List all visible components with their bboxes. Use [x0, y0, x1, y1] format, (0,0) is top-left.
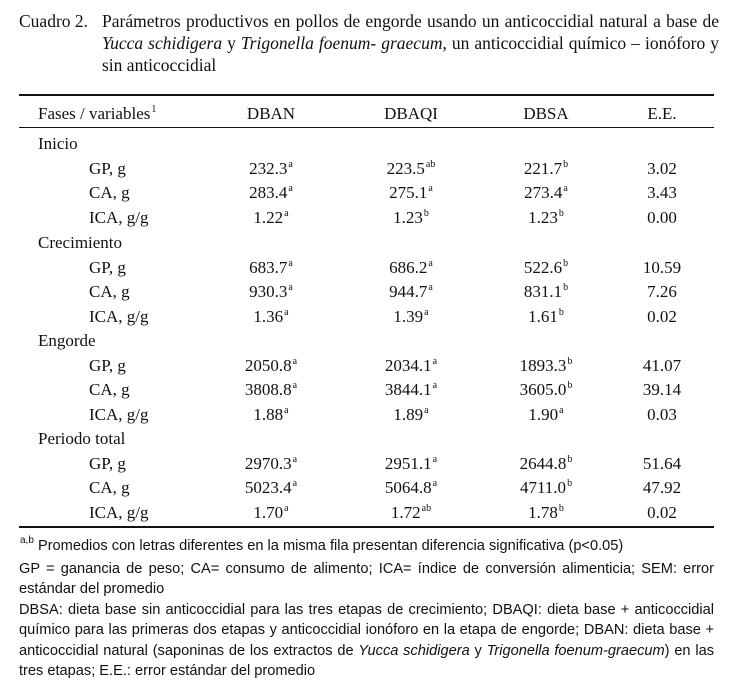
cell-value: 51.64	[642, 454, 682, 473]
cell-ee	[643, 380, 681, 400]
footnote-abbreviations: GP = ganancia de peso; CA= consumo de alimento; ICA= índice de conversión alimenticia; SEM: error estándar del promedio	[19, 560, 714, 597]
header-dbaqi: DBAQI	[384, 104, 438, 123]
cell-value: 3844.1	[384, 380, 432, 399]
cell-dbaqi	[385, 454, 437, 477]
cell-dban	[249, 282, 293, 305]
significance-letter: a	[284, 503, 289, 514]
row-label: CA, g	[89, 380, 130, 399]
table-footnotes	[19, 536, 714, 682]
cell-dbsa	[524, 282, 568, 305]
significance-letter: b	[563, 258, 569, 269]
cell-dbaqi	[385, 478, 437, 501]
significance-letter: a	[563, 183, 568, 194]
cell-dbsa	[528, 307, 564, 330]
significance-letter: a	[432, 478, 438, 489]
cell-value: 522.6	[523, 258, 563, 277]
header-dbsa: DBSA	[523, 104, 569, 123]
cell-ee	[647, 208, 677, 228]
significance-letter: a	[432, 356, 438, 367]
significance-letter: a	[288, 282, 293, 293]
cell-ee	[647, 282, 677, 302]
significance-letter: a	[284, 307, 289, 318]
cell-value: 683.7	[249, 258, 288, 277]
cell-value: 223.5	[386, 159, 425, 178]
cell-dbsa	[524, 183, 568, 206]
significance-letter: a	[288, 258, 293, 269]
significance-letter: b	[558, 208, 564, 219]
cell-value: 1.72	[390, 503, 421, 522]
footnote-significance-text: Promedios con letras diferentes en la misma fila presentan diferencia significativa (p<0.05)	[33, 538, 624, 554]
row-label: CA, g	[89, 478, 130, 497]
cell-dban	[253, 208, 288, 231]
cell-ee	[643, 478, 681, 498]
cell-dbsa	[524, 258, 568, 281]
row-label: CA, g	[89, 282, 130, 301]
cell-value: 1.22	[253, 208, 284, 227]
cell-ee	[643, 356, 681, 376]
cell-dbaqi	[393, 405, 428, 428]
significance-letter: a	[424, 405, 429, 416]
cell-dbaqi	[387, 159, 436, 182]
significance-letter: a	[284, 405, 289, 416]
cell-value: 3.02	[647, 159, 677, 178]
significance-letter: a	[288, 159, 293, 170]
footnote-part: ) en las tres etapas; E.E.: error estándar del promedio	[19, 642, 714, 679]
cell-value: 0.02	[647, 503, 677, 522]
cell-dbaqi	[385, 380, 437, 403]
header-variables-label: Fases / variables	[38, 104, 151, 123]
table-header-rule	[19, 127, 714, 128]
cell-value: 41.07	[642, 356, 682, 375]
cell-dbaqi	[385, 356, 437, 379]
caption-species: Trigonella foenum- graecum	[240, 33, 443, 53]
cell-value: 1.88	[253, 405, 284, 424]
caption-part: , un anticoccidial químico – ionóforo y sin anticoccidial	[102, 33, 719, 75]
cell-value: 686.2	[389, 258, 428, 277]
cell-value: 5064.8	[384, 478, 432, 497]
cell-value: 3.43	[647, 183, 677, 202]
table-bottom-rule	[19, 526, 714, 528]
cell-value: 283.4	[249, 183, 288, 202]
cell-value: 1.23	[393, 208, 423, 227]
caption-part: y	[222, 33, 241, 53]
table-caption	[19, 10, 719, 76]
cell-dban	[253, 503, 288, 526]
group-label: Inicio	[38, 134, 78, 153]
significance-letter: ab	[425, 159, 436, 170]
row-label: GP, g	[89, 356, 126, 375]
cell-ee	[647, 307, 677, 327]
cell-value: 1.23	[528, 208, 558, 227]
cell-dban	[249, 258, 293, 281]
header-dban: DBAN	[246, 104, 296, 123]
significance-letter: a	[428, 183, 433, 194]
row-label: GP, g	[89, 258, 126, 277]
significance-letter: b	[423, 208, 429, 219]
footnote-species: Yucca schidigera	[358, 642, 470, 659]
cell-value: 930.3	[249, 282, 288, 301]
header-footnote-mark: 1	[151, 104, 157, 115]
significance-letter: a	[559, 405, 564, 416]
cell-value: 4711.0	[519, 478, 567, 497]
cell-value: 2034.1	[384, 356, 432, 375]
row-label: GP, g	[89, 454, 126, 473]
significance-letter: a	[288, 183, 293, 194]
footnote-part: DBSA: dieta base sin anticoccidial para las tres etapas de crecimiento; DBAQI: dieta base + anticoccidial químico para las primeras dos etapas y anticoccidial ionóforo en la etapa de engorde; DBAN: dieta base + anticoccidial natural (saponinas de los extractos de	[19, 601, 714, 659]
significance-letter: b	[558, 307, 564, 318]
group-label: Engorde	[38, 331, 96, 350]
cell-value: 221.7	[523, 159, 563, 178]
significance-letter: b	[563, 159, 569, 170]
header-ee: E.E.	[647, 104, 677, 123]
row-label: ICA, g/g	[89, 307, 149, 326]
caption-part: Parámetros productivos en pollos de engorde usando un anticoccidial natural a base de	[102, 11, 719, 31]
cell-value: 10.59	[642, 258, 682, 277]
significance-letter: b	[563, 282, 569, 293]
table-top-rule	[19, 94, 714, 96]
significance-letter: a	[432, 380, 438, 391]
caption-text	[102, 10, 719, 76]
cell-dbaqi	[393, 208, 429, 231]
cell-value: 3605.0	[519, 380, 567, 399]
cell-value: 1.90	[528, 405, 559, 424]
cell-ee	[643, 454, 681, 474]
cell-value: 2970.3	[244, 454, 292, 473]
cell-value: 39.14	[642, 380, 682, 399]
cell-dbsa	[520, 356, 573, 379]
cell-value: 1.89	[393, 405, 424, 424]
cell-dbsa	[520, 380, 573, 403]
cell-dban	[245, 478, 297, 501]
significance-letter: a	[292, 478, 298, 489]
cell-ee	[647, 405, 677, 425]
significance-letter: a	[292, 380, 298, 391]
row-label: ICA, g/g	[89, 208, 149, 227]
cell-value: 0.03	[647, 405, 677, 424]
cell-value: 5023.4	[244, 478, 292, 497]
footnote-treatments	[19, 600, 714, 682]
cell-value: 831.1	[523, 282, 563, 301]
cell-ee	[647, 503, 677, 523]
footnote-species: Trigonella foenum-graecum	[486, 642, 665, 659]
row-label: ICA, g/g	[89, 405, 149, 424]
cell-value: 232.3	[249, 159, 288, 178]
cell-dban	[245, 356, 297, 379]
cell-ee	[647, 183, 677, 203]
cell-value: 2951.1	[384, 454, 432, 473]
significance-letter: b	[567, 380, 573, 391]
cell-value: 1.78	[528, 503, 558, 522]
cell-dban	[249, 159, 293, 182]
cell-value: 2050.8	[244, 356, 292, 375]
significance-letter: a	[292, 454, 298, 465]
cell-value: 1.39	[393, 307, 424, 326]
significance-letter: a	[428, 282, 433, 293]
cell-ee	[647, 159, 677, 179]
cell-dban	[249, 183, 293, 206]
cell-dbaqi	[391, 503, 431, 526]
significance-letter: a	[432, 454, 438, 465]
significance-letter: b	[567, 454, 573, 465]
row-label: CA, g	[89, 183, 130, 202]
cell-dbaqi	[389, 282, 433, 305]
cell-dban	[245, 454, 297, 477]
cell-value: 2644.8	[519, 454, 567, 473]
significance-letter: b	[567, 356, 573, 367]
significance-letter: a	[428, 258, 433, 269]
cell-value: 0.00	[647, 208, 677, 227]
cell-value: 0.02	[647, 307, 677, 326]
cell-dbaqi	[393, 307, 428, 330]
footnote-significance	[19, 536, 714, 559]
significance-letter: a	[284, 208, 289, 219]
cell-value: 275.1	[389, 183, 428, 202]
cell-dbaqi	[389, 258, 433, 281]
cell-dbsa	[528, 503, 564, 526]
cell-dbsa	[524, 159, 568, 182]
row-label: ICA, g/g	[89, 503, 149, 522]
cell-dbsa	[520, 454, 573, 477]
caption-species: Yucca schidigera	[102, 33, 223, 53]
cell-value: 7.26	[647, 282, 677, 301]
caption-label: Cuadro 2.	[19, 11, 89, 31]
cell-value: 1.61	[528, 307, 558, 326]
cell-dban	[253, 307, 288, 330]
group-label: Crecimiento	[38, 233, 123, 252]
cell-value: 47.92	[642, 478, 682, 497]
cell-dbsa	[528, 405, 563, 428]
cell-dban	[253, 405, 288, 428]
significance-letter: a	[292, 356, 298, 367]
cell-dban	[245, 380, 297, 403]
cell-value: 273.4	[524, 183, 563, 202]
significance-letter: b	[567, 478, 573, 489]
footnote-mark: a,b	[20, 535, 34, 546]
cell-value: 1.70	[253, 503, 284, 522]
cell-value: 1893.3	[519, 356, 567, 375]
significance-letter: b	[558, 503, 564, 514]
footnote-part: y	[469, 642, 487, 659]
significance-letter: ab	[421, 503, 432, 514]
cell-ee	[643, 258, 681, 278]
cell-dbsa	[520, 478, 572, 501]
cell-value: 1.36	[253, 307, 284, 326]
cell-value: 3808.8	[244, 380, 292, 399]
header-variables	[38, 104, 156, 127]
row-label: GP, g	[89, 159, 126, 178]
group-label: Periodo total	[38, 429, 126, 448]
cell-dbaqi	[389, 183, 433, 206]
significance-letter: a	[424, 307, 429, 318]
cell-dbsa	[528, 208, 564, 231]
cell-value: 944.7	[389, 282, 428, 301]
